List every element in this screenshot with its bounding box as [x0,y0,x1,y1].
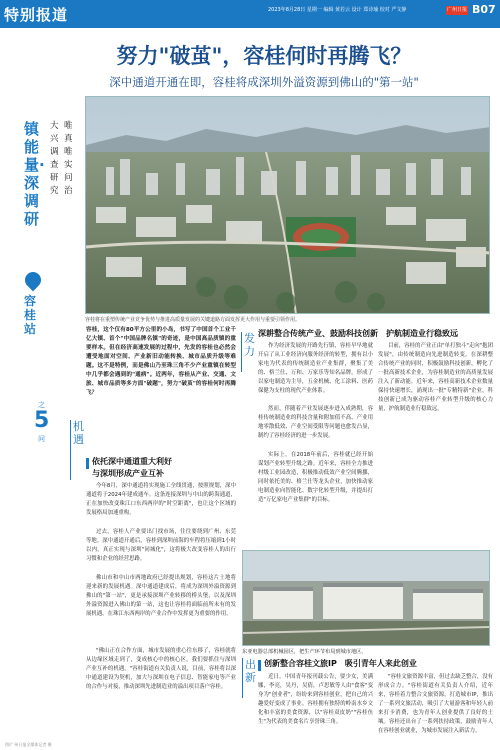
series-title: 镇能量·深调研 [24,120,45,228]
photo-credit: 图/广州日报全媒体记者 摄 [5,742,52,747]
series-number: 5 [34,408,50,433]
section1-title-line2: 与深圳形成产业互补 [92,469,164,478]
headline: 努力"破茧"，容桂何时再腾飞？ [116,44,412,68]
section3-paragraph: 近日，中国青年报刊载公告，要少女，美满娜，李亮，吴丹，吴倩，卢思敏等人由"食客"变身为"创业者"，纷纷来到容桂创业，把自己的兴趣爱好变成了事业。容桂拥有独特的岭南水乡文化和丰富的美食资源，以"容桂双皮奶""容桂鱼生"为代表的美食名片享誉珠三角。 [258,674,373,725]
divider-line [241,332,242,372]
intro-paragraph: 容桂，这个仅有80平方公里的小岛，书写了中国首个工业千亿大镇、首个"中国品牌名镇"的奇迹，是中国高品质镇的重要样本。但在经济高速发展的过程中，先发的容桂也必然会遭受地面对空间、产业新旧动能转换、城市品质升级等难题。这不是特例，而是佛山乃至珠三角不少产业重镇在转型中几乎都会遇到的"通病"。近两年，容桂从产业、交通、文旅、城市品质等多方面"破题"，努力"破茧"的容桂何时再腾飞？ [86,327,236,396]
subheadline: 深中通道开通在即，容桂将成深圳外溢资源到佛山的"第一站" [109,75,419,89]
section1-paragraph: 过去，容桂人产业要出门找市场，往往要绕到广州、东莞等地。深中通道开通后，容桂到深圳前海的车程将压缩到1小时以内，真正实现与深圳"同城化"，这将极大改变容桂人的出行习惯和企业的经营思路。 [86,529,236,562]
header-band [0,0,500,28]
section2-paragraph: 作为经济发展的开路先行镇，容桂早早地就开启了从工业经济向服务经济的转型，拥有以小家电为代表的传统制造业产业集群，聚集了美的、格兰仕、万和、万家乐等知名品牌，形成了以家电制造为主导，五金机械、化工涂料、医药保健为支柱的现代产业体系。 [258,343,373,394]
paper-badge: 广州日报 [446,7,467,13]
series-suffix: 问 [38,435,45,443]
section1-paragraph: 今年8月，深中通道将实现施工全线贯通，按照规划，深中通道将于2024年建成通车。这条连接深圳与中山的跨海通道，正在加快改变珠江口东西两岸的"时空距离"，也让这个区域的发展格局加速重构。 [86,483,236,516]
section-tab: 特别报道 [4,6,69,24]
factory-image [243,551,490,646]
hero-caption: 容桂将在重塑传统产业竞争优势与推进高质量发展的关键道路方面发挥更大作用与重要引领作用。 [85,317,301,323]
section3-paragraph: "容桂文旅资源丰富，但过去缺乏整合，没有形成合力。"容桂街道有关负责人介绍，近年来，容桂着力整合文旅资源，打造城市IP，推出了一系列文旅活动，吸引了大量游客和年轻人前来打卡消费，也为青年人创业提供了良好的土壤。容桂还出台了一系列扶持政策，鼓励青年人在容桂创业就业，为城市发展注入新活力。 [378,674,493,734]
issue-info: 2023年8月28日 星期一 编辑 黄若云 设计 郑诗瑜 校对 严文静 [268,7,407,13]
page-number: B07 [472,3,496,16]
aerial-city-image [86,97,490,314]
section-tag-opportunity: 机遇 [73,420,84,446]
section-marker [258,660,261,671]
divider-line [242,658,243,698]
section2-paragraph: 然而，伴随着产业发展逐步进入成熟期，容桂传统制造业的科技含量和附加值不高、产业用地零散低效、产业空间受限等问题也愈发凸显，制约了容桂经济的进一步发展。 [258,406,373,439]
section2-paragraph: 目前，容桂的产业正由"单打独斗"走向"抱团发展"，由传统制造向先进制造转变，在深耕整合传统产业的同时，积极鼓励科技创新，孵化了一批高新技术企业，为容桂制造业的高质量发展注入了新动能。近年来，容桂高新技术企业数量保持快速增长，涌现出一批"专精特新"企业，科技创新已成为驱动容桂产业转型升级的核心力量，护航制造业行稳致远。 [378,343,493,412]
series-slogan-2: 唯真唯实问治 [64,121,73,196]
location-pin-icon [22,269,45,292]
section2-title: 深耕整合传统产业、鼓励科技创新 护航制造业行稳致远 [258,329,458,338]
section2-paragraph: 实际上，在2018年前后，容桂就已经开始谋划产业转型升级之路。近年来，容桂全力推进村级工业园改造，积极推动低效产业空间腾挪，同时依托美的、格兰仕等龙头企业，加快推动家电制造业向智能化、数字化转型升级，并提出打造"万亿家电产业集群"的目标。 [258,452,373,503]
section-tag-effort: 发力 [244,332,255,358]
section-marker [86,458,89,469]
series-prefix: 之 [38,401,45,409]
factory-caption: 东亚电器总部机械园区，把生产环节布局到城市地区。 [242,649,367,655]
section3-title: 创新整合容桂文旅IP 吸引青年人来此创业 [264,659,417,668]
section1-paragraph: 佛山市和中山市两地政府已经提出规划，容桂这片土地将迎来新的发展机遇。深中通道建成后，将成为深圳外溢资源到佛山的"第一站"，更是承接深圳产业转移的桥头堡，以及深圳外溢资源进入佛山的第一站，这也让容桂将面临前所未有的发展机遇，在珠江东西两岸的产业合作中发挥更为重要的作用。 [86,575,236,617]
series-place: 容桂站 [24,294,37,336]
hero-photo [85,96,490,314]
section1-title-line1: 依托深中通道重大利好 [92,457,172,466]
section-tag-innovation: 出新 [245,658,256,684]
section1-paragraph: "佛山正在合作方面，城市发展的重心往东移了，容桂就将从边缘区域走到了，变成核心中的核心区，我们要抓住与深圳产业互补的机遇。"容桂街道有关负责人说，目前，容桂将以深中通道建设为契机，加大与深圳在电子信息、智能家电等产业的合作与对接，推动深圳先进制造业的溢出项目落户容桂。 [86,648,236,690]
series-slogan-1: 大兴调查研究 [50,121,59,196]
divider-line [70,420,71,480]
factory-photo [242,550,490,646]
